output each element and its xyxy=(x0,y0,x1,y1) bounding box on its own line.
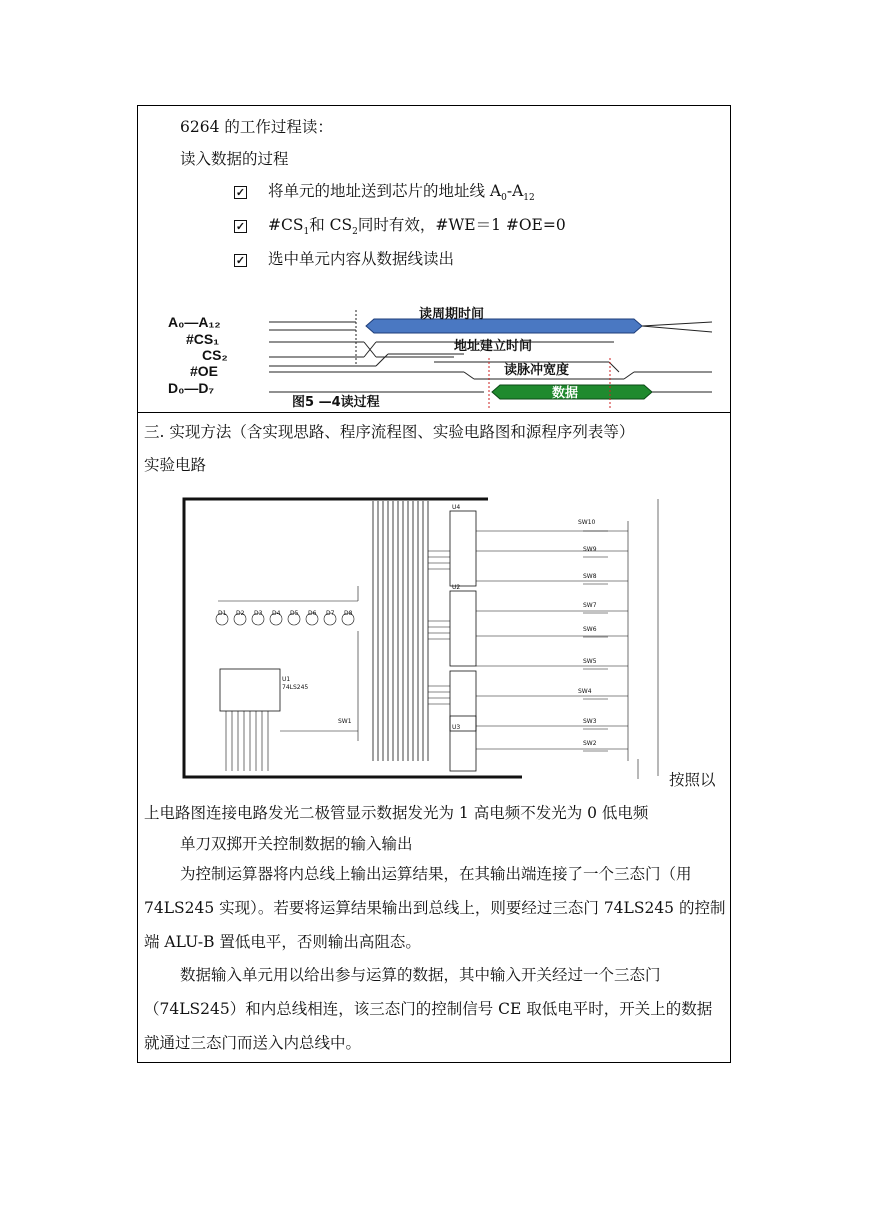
step-3: 选中单元内容从数据线读出 xyxy=(268,250,455,268)
chip-label: U3 xyxy=(452,724,461,731)
switch-label: SW9 xyxy=(583,546,597,553)
paragraph-input: 数据输入单元用以给出参与运算的数据，其中输入开关经过一个三态门（74LS245）和内总线相连，该三态门的控制信号 CE 取低电平时，开关上的数据就通过三态门而送入内总线中。 xyxy=(144,966,713,1052)
led-label: D6 xyxy=(308,610,317,617)
led-label: D4 xyxy=(272,610,281,617)
signal-label: D₀—D₇ xyxy=(168,380,215,396)
switch-label: SW8 xyxy=(583,573,597,580)
top-table-cell xyxy=(137,105,731,413)
led-label: D3 xyxy=(254,610,263,617)
address-setup-label: 地址建立时间 xyxy=(454,339,533,354)
checkbox-icon: ✓ xyxy=(235,220,246,233)
outer-bus xyxy=(184,499,522,777)
circuit-diagram xyxy=(178,491,668,781)
checkbox-icon: ✓ xyxy=(235,186,246,199)
chip-label: U1 xyxy=(282,676,291,683)
section-3-heading: 三. 实现方法（含实现思路、程序流程图、实验电路图和源程序列表等） xyxy=(144,423,635,441)
chip-u3 xyxy=(450,671,476,731)
figure-caption: 图5 —4读过程 xyxy=(292,395,380,410)
switch-label: SW7 xyxy=(583,602,597,609)
read-process-title: 读入数据的过程 xyxy=(180,150,289,168)
step-1: 将单元的地址送到芯片的地址线 $A_0-A_{12}$ xyxy=(268,182,535,204)
chip-label: U4 xyxy=(452,504,461,511)
read-cycle-label: 读周期时间 xyxy=(419,307,485,322)
switch-label: SW10 xyxy=(578,519,596,526)
signal-label: A₀—A₁₂ xyxy=(168,314,221,330)
led-label: D7 xyxy=(326,610,335,617)
chip-u1 xyxy=(220,669,280,711)
chip-label: U2 xyxy=(452,584,461,591)
checkbox-icon: ✓ xyxy=(235,254,246,267)
pulse-width-label: 读脉冲宽度 xyxy=(504,363,570,378)
read-cycle-bar xyxy=(366,319,642,333)
text-trailing: 按照以 xyxy=(669,771,716,789)
circuit-title: 实验电路 xyxy=(144,456,207,474)
text-line3: 单刀双掷开关控制数据的输入输出 xyxy=(180,835,413,853)
switch-label: SW6 xyxy=(583,626,597,633)
paragraph-alu: 为控制运算器将内总线上输出运算结果，在其输出端连接了一个三态门（用 74LS245 实现）。若要将运算结果输出到总线上，则要经过三态门 74LS245 的控制端 ALU-B 置低电平，否则输出高阻态。 xyxy=(144,865,726,951)
signal-label: #OE xyxy=(190,363,219,379)
data-label: 数据 xyxy=(552,386,579,401)
led-label: D5 xyxy=(290,610,299,617)
chip-u2 xyxy=(450,591,476,666)
bottom-table-cell xyxy=(137,412,731,1063)
timing-diagram xyxy=(164,302,724,410)
switch-label: SW3 xyxy=(583,718,597,725)
heading-6264: 6264 的工作过程读： xyxy=(180,118,333,136)
signal-label: #CS₁ xyxy=(186,331,220,347)
led-label: D2 xyxy=(236,610,245,617)
switch-label: SW5 xyxy=(583,658,597,665)
switch-label: SW2 xyxy=(583,740,597,747)
chip-part-label: 74LS245 xyxy=(282,684,309,691)
chip-u4 xyxy=(450,511,476,586)
text-line2: 上电路图连接电路发光二极管显示数据发光为 1 高电频不发光为 0 低电频 xyxy=(144,804,649,822)
led-label: D1 xyxy=(218,610,227,617)
switch-label: SW1 xyxy=(338,718,352,725)
led-label: D8 xyxy=(344,610,353,617)
step-2: $\#CS_1$和 $CS_2$同时有效，#WE＝1 #OE=0 xyxy=(268,216,566,238)
signal-label: CS₂ xyxy=(202,347,228,363)
switch-label: SW4 xyxy=(578,688,592,695)
